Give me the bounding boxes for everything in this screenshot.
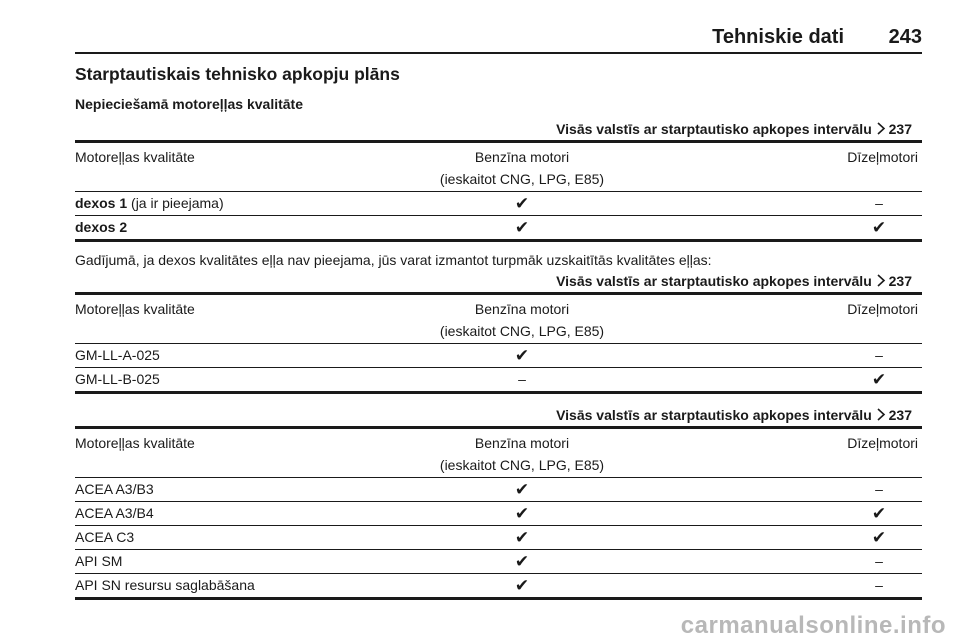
oil-name: GM-LL-B-025 — [75, 371, 160, 387]
oil-name: dexos 1 — [75, 195, 128, 211]
column-header-oil-quality: Motoreļļas kvalitāte — [75, 301, 195, 317]
table-row — [75, 526, 922, 550]
column-header-petrol-note: (ieskaitot CNG, LPG, E85) — [439, 171, 605, 187]
oil-name: dexos 2 — [75, 219, 128, 235]
oil-quality-table-acea-api — [75, 404, 922, 600]
table-row — [75, 216, 922, 242]
diesel-check-icon: ✔ — [871, 370, 887, 389]
section-title: Starptautiskais tehnisko apkopju plāns — [75, 64, 400, 84]
diesel-dash: – — [875, 577, 883, 593]
page-reference-link[interactable]: 237 — [888, 121, 912, 137]
table-header — [75, 143, 922, 192]
petrol-dash: – — [518, 371, 526, 387]
page-reference-link[interactable]: 237 — [888, 407, 912, 423]
oil-name: ACEA A3/B3 — [75, 481, 154, 497]
column-header-oil-quality: Motoreļļas kvalitāte — [75, 435, 195, 451]
column-header-petrol-note: (ieskaitot CNG, LPG, E85) — [439, 323, 605, 339]
table-row — [75, 550, 922, 574]
petrol-check-icon: ✔ — [514, 528, 530, 547]
oil-name: API SN resursu saglabāšana — [75, 577, 255, 593]
oil-name-note: (ja ir pieejama) — [127, 195, 224, 211]
petrol-check-icon: ✔ — [514, 346, 530, 365]
column-header-petrol-note: (ieskaitot CNG, LPG, E85) — [439, 457, 605, 473]
watermark: carmanualsonline.info — [680, 612, 946, 639]
reference-arrow-icon — [876, 122, 886, 135]
column-header-diesel: Dīzeļmotori — [847, 301, 918, 317]
table-row — [75, 478, 922, 502]
table-header — [75, 429, 922, 478]
table-row — [75, 574, 922, 600]
table-caption: Visās valstīs ar starptautisko apkopes intervālu 237 — [75, 118, 922, 143]
table-caption: Visās valstīs ar starptautisko apkopes intervālu 237 — [75, 270, 922, 295]
oil-name: API SM — [75, 553, 123, 569]
oil-name: GM-LL-A-025 — [75, 347, 160, 363]
table-header — [75, 295, 922, 344]
oil-name: ACEA C3 — [75, 529, 135, 545]
petrol-check-icon: ✔ — [514, 504, 530, 523]
table-row — [75, 192, 922, 216]
alternative-oils-paragraph: Gadījumā, ja dexos kvalitātes eļļa nav pieejama, jūs varat izmantot turpmāk uzskaitītās kvalitātes eļļas: — [75, 252, 712, 268]
page-header — [75, 20, 922, 54]
table-row — [75, 344, 922, 368]
column-header-diesel: Dīzeļmotori — [847, 149, 918, 165]
page-reference-link[interactable]: 237 — [888, 273, 912, 289]
diesel-dash: – — [875, 553, 883, 569]
oil-quality-table-gm — [75, 270, 922, 394]
diesel-dash: – — [875, 347, 883, 363]
diesel-dash: – — [875, 481, 883, 497]
oil-quality-table-dexos — [75, 118, 922, 242]
table-caption: Visās valstīs ar starptautisko apkopes intervālu 237 — [75, 404, 922, 429]
table-row — [75, 368, 922, 394]
section-subtitle: Nepieciešamā motoreļļas kvalitāte — [75, 96, 304, 112]
column-header-diesel: Dīzeļmotori — [847, 435, 918, 451]
table-row — [75, 502, 922, 526]
diesel-check-icon: ✔ — [871, 218, 887, 237]
petrol-check-icon: ✔ — [514, 194, 530, 213]
page-title: Tehniskie dati — [712, 26, 844, 48]
petrol-check-icon: ✔ — [514, 552, 530, 571]
column-header-petrol: Benzīna motori — [474, 301, 570, 317]
diesel-dash: – — [875, 195, 883, 211]
diesel-check-icon: ✔ — [871, 528, 887, 547]
column-header-petrol: Benzīna motori — [474, 149, 570, 165]
oil-name: ACEA A3/B4 — [75, 505, 154, 521]
petrol-check-icon: ✔ — [514, 218, 530, 237]
column-header-oil-quality: Motoreļļas kvalitāte — [75, 149, 195, 165]
diesel-check-icon: ✔ — [871, 504, 887, 523]
petrol-check-icon: ✔ — [514, 480, 530, 499]
column-header-petrol: Benzīna motori — [474, 435, 570, 451]
petrol-check-icon: ✔ — [514, 576, 530, 595]
reference-arrow-icon — [876, 408, 886, 421]
reference-arrow-icon — [876, 274, 886, 287]
page-number: 243 — [888, 26, 922, 48]
